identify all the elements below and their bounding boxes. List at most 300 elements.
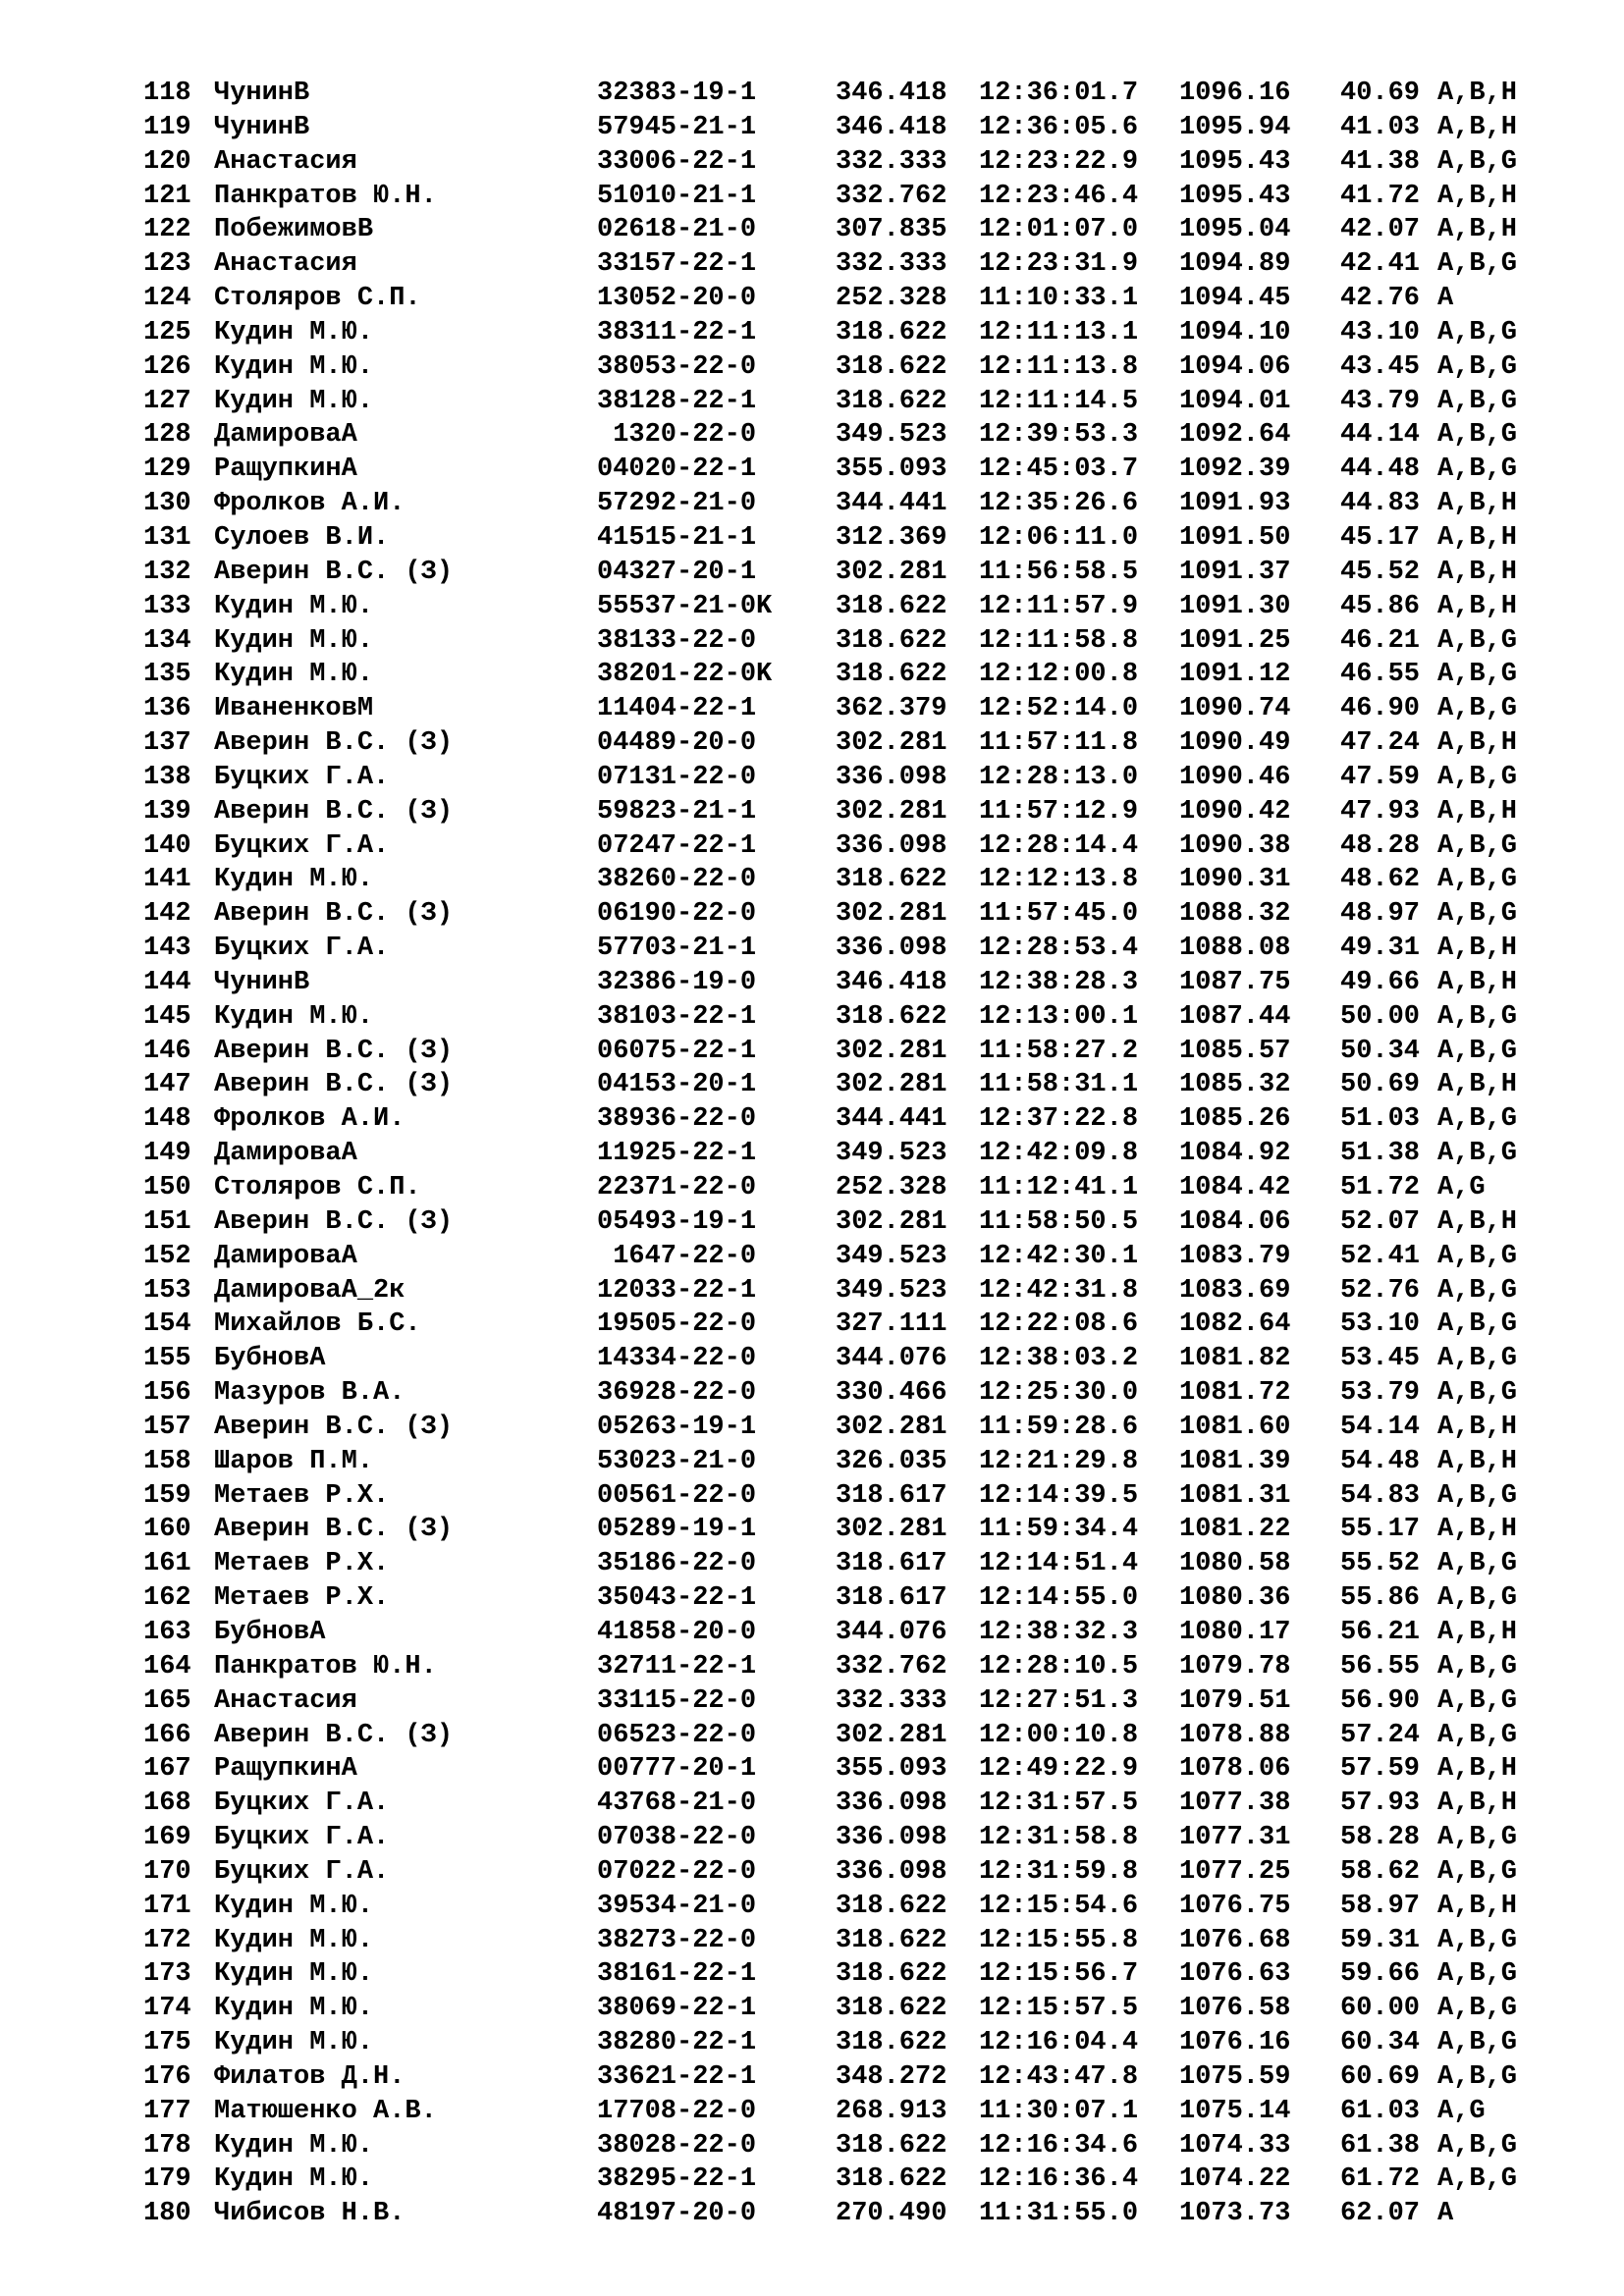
arrival-time: 12:36:05.6 [979,112,1139,142]
fancier-name: Фролков А.И. [214,489,406,519]
categories: A,B,H [1437,728,1518,759]
distance: 349.523 [836,420,947,451]
table-row [143,692,1577,726]
categories: A,B,G [1437,1583,1518,1614]
ring-number: 35186-22-0 [597,1549,757,1579]
table-row [143,1035,1577,1069]
distance: 318.622 [836,625,947,656]
row-number: 144 [143,967,191,997]
points: 56.55 [1340,1651,1421,1682]
speed: 1077.31 [1179,1823,1291,1853]
arrival-time: 12:11:14.5 [979,386,1139,416]
points: 46.90 [1340,694,1421,724]
ring-number: 39534-21-0 [597,1891,757,1921]
arrival-time: 11:10:33.1 [979,284,1139,314]
fancier-name: Анастасия [214,1685,357,1716]
fancier-name: Буцких Г.А. [214,1856,390,1887]
points: 53.79 [1340,1378,1421,1409]
points: 53.45 [1340,1344,1421,1374]
categories: A,B,G [1437,1823,1518,1853]
points: 61.38 [1340,2130,1421,2161]
points: 42.76 [1340,284,1421,314]
categories: A,B,H [1437,934,1518,964]
row-number: 162 [143,1583,191,1614]
categories: A,B,G [1437,899,1518,930]
points: 55.52 [1340,1549,1421,1579]
table-row [143,1445,1577,1479]
speed: 1096.16 [1179,79,1291,108]
ring-number: 02618-21-0 [597,215,757,245]
fancier-name: Буцких Г.А. [214,762,390,792]
speed: 1091.12 [1179,660,1291,690]
arrival-time: 12:38:28.3 [979,967,1139,997]
table-row [143,385,1577,419]
distance: 318.622 [836,865,947,895]
ring-number: 07131-22-0 [597,762,757,792]
distance: 302.281 [836,899,947,930]
distance: 362.379 [836,694,947,724]
points: 48.62 [1340,865,1421,895]
ring-number: 33115-22-0 [597,1685,757,1716]
row-number: 153 [143,1275,191,1306]
row-number: 147 [143,1070,191,1100]
fancier-name: Буцких Г.А. [214,1789,390,1819]
row-number: 134 [143,625,191,656]
points: 51.03 [1340,1104,1421,1135]
distance: 336.098 [836,1823,947,1853]
arrival-time: 12:16:34.6 [979,2130,1139,2161]
ring-number: 38936-22-0 [597,1104,757,1135]
speed: 1094.45 [1179,284,1291,314]
row-number: 149 [143,1139,191,1169]
table-row [143,213,1577,247]
distance: 318.622 [836,1994,947,2024]
table-row [143,795,1577,829]
distance: 318.622 [836,2130,947,2161]
points: 56.90 [1340,1685,1421,1716]
speed: 1078.06 [1179,1754,1291,1785]
distance: 349.523 [836,1275,947,1306]
speed: 1078.88 [1179,1720,1291,1750]
categories: A,B,G [1437,1994,1518,2024]
arrival-time: 12:39:53.3 [979,420,1139,451]
arrival-time: 12:14:55.0 [979,1583,1139,1614]
categories: A,B,H [1437,1754,1518,1785]
arrival-time: 11:58:31.1 [979,1070,1139,1100]
speed: 1085.57 [1179,1036,1291,1066]
categories: A,B,H [1437,1789,1518,1819]
arrival-time: 12:06:11.0 [979,522,1139,553]
ring-number: 38161-22-1 [597,1959,757,1990]
ring-number: 11404-22-1 [597,694,757,724]
ring-number: 43768-21-0 [597,1789,757,1819]
points: 52.76 [1340,1275,1421,1306]
fancier-name: Аверин В.С. (З) [214,1720,454,1750]
row-number: 163 [143,1617,191,1647]
points: 58.62 [1340,1856,1421,1887]
ring-number: 35043-22-1 [597,1583,757,1614]
distance: 326.035 [836,1446,947,1476]
fancier-name: Фролков А.И. [214,1104,406,1135]
categories: A,B,G [1437,420,1518,451]
speed: 1073.73 [1179,2199,1291,2229]
speed: 1091.50 [1179,522,1291,553]
arrival-time: 12:27:51.3 [979,1685,1139,1716]
categories: A,B,G [1437,830,1518,861]
distance: 318.622 [836,1925,947,1955]
ring-number: 32383-19-1 [597,79,757,108]
table-row [143,1924,1577,1958]
distance: 332.333 [836,1685,947,1716]
row-number: 135 [143,660,191,690]
ring-number: 38053-22-0 [597,351,757,382]
categories: A,B,H [1437,112,1518,142]
speed: 1075.59 [1179,2061,1291,2092]
ring-number: 38260-22-0 [597,865,757,895]
distance: 302.281 [836,1070,947,1100]
table-row [143,1274,1577,1308]
arrival-time: 12:15:54.6 [979,1891,1139,1921]
fancier-name: Кудин М.Ю. [214,1001,374,1032]
points: 44.48 [1340,454,1421,485]
distance: 302.281 [836,728,947,759]
categories: A,B,G [1437,2164,1518,2195]
distance: 344.441 [836,489,947,519]
points: 41.72 [1340,181,1421,211]
speed: 1083.79 [1179,1241,1291,1271]
distance: 346.418 [836,967,947,997]
table-row [143,487,1577,521]
ring-number: 57292-21-0 [597,489,757,519]
fancier-name: ДамироваА [214,420,357,451]
speed: 1076.75 [1179,1891,1291,1921]
speed: 1084.06 [1179,1206,1291,1237]
table-row [143,829,1577,864]
categories: A,B,G [1437,865,1518,895]
points: 50.69 [1340,1070,1421,1100]
table-row [143,1821,1577,1855]
speed: 1081.82 [1179,1344,1291,1374]
table-row [143,316,1577,350]
ring-number: 48197-20-0 [597,2199,757,2229]
fancier-name: ЧунинВ [214,967,310,997]
arrival-time: 12:45:03.7 [979,454,1139,485]
distance: 318.617 [836,1583,947,1614]
distance: 336.098 [836,1856,947,1887]
categories: A,B,H [1437,1412,1518,1442]
arrival-time: 12:31:57.5 [979,1789,1139,1819]
row-number: 169 [143,1823,191,1853]
fancier-name: Анастасия [214,146,357,177]
arrival-time: 12:14:39.5 [979,1480,1139,1511]
ring-number: 57945-21-1 [597,112,757,142]
fancier-name: Буцких Г.А. [214,934,390,964]
fancier-name: Кудин М.Ю. [214,1994,374,2024]
arrival-time: 12:15:56.7 [979,1959,1139,1990]
categories: A,B,G [1437,1309,1518,1340]
categories: A,B,G [1437,1001,1518,1032]
distance: 318.622 [836,660,947,690]
categories: A,B,H [1437,1070,1518,1100]
points: 62.07 [1340,2199,1421,2229]
arrival-time: 12:28:10.5 [979,1651,1139,1682]
distance: 318.622 [836,2164,947,2195]
distance: 327.111 [836,1309,947,1340]
fancier-name: Аверин В.С. (З) [214,1036,454,1066]
ring-number: 1320-22-0 [597,420,757,451]
distance: 252.328 [836,1173,947,1202]
ring-number: 38028-22-0 [597,2130,757,2161]
points: 57.24 [1340,1720,1421,1750]
ring-number: 00777-20-1 [597,1754,757,1785]
row-number: 178 [143,2130,191,2161]
distance: 318.617 [836,1549,947,1579]
distance: 318.622 [836,1891,947,1921]
table-row [143,2026,1577,2060]
fancier-name: Кудин М.Ю. [214,386,374,416]
fancier-name: Панкратов Ю.Н. [214,1651,437,1682]
distance: 268.913 [836,2096,947,2126]
arrival-time: 12:42:30.1 [979,1241,1139,1271]
points: 54.83 [1340,1480,1421,1511]
ring-number: 53023-21-0 [597,1446,757,1476]
distance: 312.369 [836,522,947,553]
speed: 1079.78 [1179,1651,1291,1682]
arrival-time: 11:57:45.0 [979,899,1139,930]
table-row [143,966,1577,1000]
table-row [143,77,1577,111]
speed: 1085.26 [1179,1104,1291,1135]
row-number: 133 [143,591,191,621]
row-number: 131 [143,522,191,553]
table-row [143,1376,1577,1411]
points: 55.86 [1340,1583,1421,1614]
distance: 344.076 [836,1344,947,1374]
speed: 1088.32 [1179,899,1291,930]
speed: 1095.43 [1179,146,1291,177]
speed: 1076.58 [1179,1994,1291,2024]
row-number: 122 [143,215,191,245]
distance: 355.093 [836,454,947,485]
distance: 302.281 [836,1720,947,1750]
row-number: 172 [143,1925,191,1955]
table-row [143,726,1577,761]
ring-number: 11925-22-1 [597,1139,757,1169]
row-number: 121 [143,181,191,211]
arrival-time: 12:49:22.9 [979,1754,1139,1785]
fancier-name: Аверин В.С. (З) [214,1515,454,1545]
categories: A,B,G [1437,2061,1518,2092]
row-number: 171 [143,1891,191,1921]
row-number: 174 [143,1994,191,2024]
row-number: 119 [143,112,191,142]
distance: 349.523 [836,1241,947,1271]
table-row [143,863,1577,897]
row-number: 151 [143,1206,191,1237]
distance: 344.441 [836,1104,947,1135]
distance: 270.490 [836,2199,947,2229]
points: 46.55 [1340,660,1421,690]
categories: A,B,G [1437,317,1518,347]
speed: 1090.38 [1179,830,1291,861]
distance: 318.622 [836,1001,947,1032]
speed: 1074.22 [1179,2164,1291,2195]
arrival-time: 12:31:58.8 [979,1823,1139,1853]
row-number: 123 [143,249,191,280]
arrival-time: 12:22:08.6 [979,1309,1139,1340]
points: 45.17 [1340,522,1421,553]
distance: 330.466 [836,1378,947,1409]
ring-number: 51010-21-1 [597,181,757,211]
categories: A,B,G [1437,1275,1518,1306]
fancier-name: Мазуров В.А. [214,1378,406,1409]
distance: 302.281 [836,1515,947,1545]
table-row [143,2060,1577,2095]
arrival-time: 12:52:14.0 [979,694,1139,724]
speed: 1090.46 [1179,762,1291,792]
arrival-time: 12:42:31.8 [979,1275,1139,1306]
distance: 302.281 [836,557,947,587]
speed: 1090.31 [1179,865,1291,895]
fancier-name: ИваненковМ [214,694,374,724]
points: 46.21 [1340,625,1421,656]
distance: 332.762 [836,181,947,211]
fancier-name: Кудин М.Ю. [214,1925,374,1955]
table-row [143,282,1577,316]
arrival-time: 12:28:14.4 [979,830,1139,861]
ring-number: 12033-22-1 [597,1275,757,1306]
speed: 1095.43 [1179,181,1291,211]
speed: 1095.94 [1179,112,1291,142]
speed: 1080.17 [1179,1617,1291,1647]
arrival-time: 12:15:55.8 [979,1925,1139,1955]
table-row [143,556,1577,590]
table-row [143,1957,1577,1992]
fancier-name: Метаев Р.Х. [214,1480,390,1511]
points: 43.10 [1340,317,1421,347]
arrival-time: 12:15:57.5 [979,1994,1139,2024]
points: 45.86 [1340,591,1421,621]
row-number: 164 [143,1651,191,1682]
categories: A,B,G [1437,146,1518,177]
table-row [143,247,1577,282]
fancier-name: Аверин В.С. (З) [214,728,454,759]
speed: 1090.42 [1179,796,1291,827]
row-number: 154 [143,1309,191,1340]
table-row [143,1581,1577,1616]
table-row [143,2197,1577,2231]
categories: A,B,H [1437,79,1518,108]
speed: 1076.16 [1179,2028,1291,2058]
speed: 1084.92 [1179,1139,1291,1169]
distance: 336.098 [836,830,947,861]
points: 50.00 [1340,1001,1421,1032]
points: 53.10 [1340,1309,1421,1340]
row-number: 170 [143,1856,191,1887]
categories: A,B,G [1437,1139,1518,1169]
fancier-name: ПобежимовВ [214,215,374,245]
table-row [143,180,1577,214]
ring-number: 19505-22-0 [597,1309,757,1340]
row-number: 126 [143,351,191,382]
points: 42.07 [1340,215,1421,245]
distance: 302.281 [836,1206,947,1237]
fancier-name: Панкратов Ю.Н. [214,181,437,211]
arrival-time: 12:16:04.4 [979,2028,1139,2058]
speed: 1092.64 [1179,420,1291,451]
row-number: 142 [143,899,191,930]
categories: A,B,G [1437,694,1518,724]
categories: A,B,G [1437,1480,1518,1511]
categories: A,B,G [1437,1959,1518,1990]
arrival-time: 12:11:58.8 [979,625,1139,656]
fancier-name: Метаев Р.Х. [214,1583,390,1614]
fancier-name: РащупкинА [214,1754,357,1785]
distance: 302.281 [836,1412,947,1442]
arrival-time: 11:12:41.1 [979,1173,1139,1202]
points: 59.66 [1340,1959,1421,1990]
ring-number: 41858-20-0 [597,1617,757,1647]
categories: A,B,G [1437,1685,1518,1716]
ring-number: 1647-22-0 [597,1241,757,1271]
table-row [143,1787,1577,1821]
table-row [143,1650,1577,1684]
fancier-name: ДамироваА_2к [214,1275,406,1306]
fancier-name: Кудин М.Ю. [214,2028,374,2058]
fancier-name: Аверин В.С. (З) [214,1412,454,1442]
ring-number: 38295-22-1 [597,2164,757,2195]
row-number: 118 [143,79,191,108]
table-row [143,1890,1577,1924]
arrival-time: 12:21:29.8 [979,1446,1139,1476]
fancier-name: Шаров П.М. [214,1446,374,1476]
points: 56.21 [1340,1617,1421,1647]
fancier-name: Аверин В.С. (З) [214,796,454,827]
ring-number: 33621-22-1 [597,2061,757,2092]
speed: 1091.30 [1179,591,1291,621]
fancier-name: Кудин М.Ю. [214,660,374,690]
arrival-time: 11:57:12.9 [979,796,1139,827]
arrival-time: 11:30:07.1 [979,2096,1139,2126]
row-number: 165 [143,1685,191,1716]
speed: 1094.10 [1179,317,1291,347]
row-number: 128 [143,420,191,451]
row-number: 177 [143,2096,191,2126]
results-table [143,77,1577,2231]
points: 61.03 [1340,2096,1421,2126]
arrival-time: 12:23:22.9 [979,146,1139,177]
table-row [143,897,1577,932]
ring-number: 55537-21-0K [597,591,773,621]
row-number: 136 [143,694,191,724]
speed: 1094.06 [1179,351,1291,382]
categories: A,B,H [1437,1446,1518,1476]
distance: 307.835 [836,215,947,245]
points: 47.24 [1340,728,1421,759]
arrival-time: 12:35:26.6 [979,489,1139,519]
table-row [143,1684,1577,1719]
arrival-time: 12:23:31.9 [979,249,1139,280]
points: 41.03 [1340,112,1421,142]
fancier-name: Буцких Г.А. [214,1823,390,1853]
arrival-time: 12:23:46.4 [979,181,1139,211]
row-number: 158 [143,1446,191,1476]
row-number: 120 [143,146,191,177]
arrival-time: 12:11:13.8 [979,351,1139,382]
ring-number: 38128-22-1 [597,386,757,416]
table-row [143,1547,1577,1581]
table-row [143,1137,1577,1171]
